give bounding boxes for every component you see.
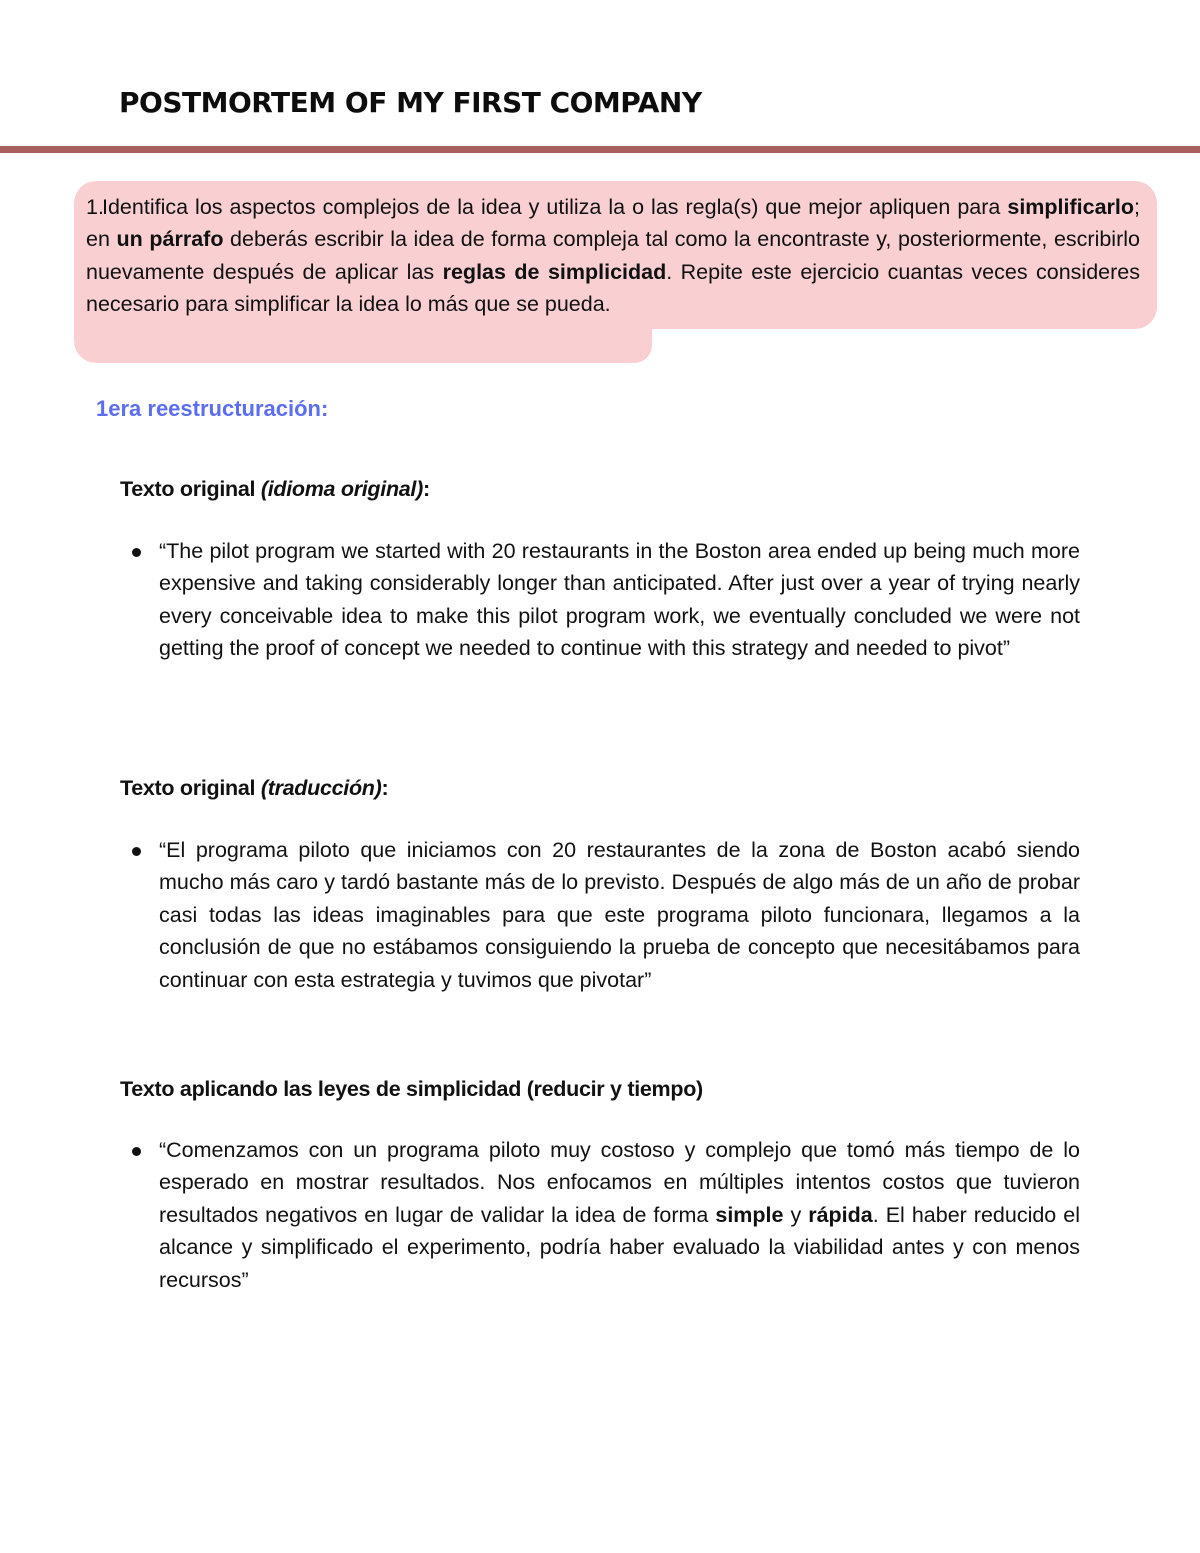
section-title: 1era reestructuración: — [96, 396, 329, 421]
simplified-heading: Texto aplicando las leyes de simplicidad (reducir y tiempo) — [120, 1077, 703, 1101]
simplified-text — [159, 1134, 1080, 1296]
instruction-bold-parrafo: un párrafo — [116, 227, 224, 252]
original-es-text: “El programa piloto que iniciamos con 20 restaurantes de la zona de Boston acabó siendo mucho más caro y tardó bastante más de lo previsto. Después de algo más de un año de probar casi todas las ideas imaginables para que este programa piloto funcionara, llegamos a la conclusión de que no estábamos consiguiendo la prueba de concepto que necesitábamos para continuar con esta estrategia y tuvimos que pivotar” — [159, 838, 1080, 992]
bullet-icon — [132, 847, 141, 856]
bullet-icon — [132, 1147, 141, 1156]
simplified-bold-rapida: rápida — [808, 1202, 873, 1227]
original-es-heading-tail: : — [381, 776, 389, 800]
instruction-text-1: Identifica los aspectos complejos de la idea y utiliza la o las regla(s) que mejor apliquen para — [102, 195, 1008, 219]
original-en-text: “The pilot program we started with 20 restaurants in the Boston area ended up being much more expensive and taking considerably longer than anticipated. After just over a year of trying nearly every conceivable idea to make this pilot program work, we eventually concluded we were not getting the proof of concept we needed to continue with this strategy and needed to pivot” — [159, 539, 1080, 661]
original-en-heading-em: (idioma original) — [260, 477, 423, 501]
instruction-bold-reglas: reglas de simplicidad — [442, 259, 667, 284]
simplified-text-1: “Comenzamos con un programa piloto muy costoso y complejo que tomó más tiempo de lo esperado en mostrar resultados. Nos enfocamos en múltiples intentos costos que tuvieron resultados negativos en lugar de validar la idea de forma — [159, 1138, 1080, 1227]
instruction-number: 1. — [86, 195, 104, 219]
instruction-text-2: ; en — [86, 195, 1140, 252]
simplified-text-2: y — [783, 1202, 809, 1227]
simplified-bold-simple: simple — [715, 1202, 784, 1227]
original-en-heading — [120, 477, 430, 502]
instruction-bold-simplificarlo: simplificarlo — [1007, 195, 1135, 219]
bullet-icon — [132, 548, 141, 557]
original-en-heading-text: Texto original — [120, 477, 261, 501]
original-es-heading — [120, 776, 388, 801]
simplified-text-3: . El haber reducido el alcance y simplificado el experimento, podría haber evaluado la viabilidad antes y con menos recursos” — [159, 1202, 1080, 1292]
instruction-text-4: . Repite este ejercicio cuantas veces consideres necesario para simplificar la idea lo más que se pueda. — [86, 259, 1140, 317]
title-divider — [0, 146, 1200, 153]
original-es-heading-em: (traducción) — [260, 776, 382, 800]
original-en-heading-tail: : — [422, 477, 430, 501]
document-title: POSTMORTEM OF MY FIRST COMPANY — [119, 86, 702, 119]
instruction-paragraph — [86, 191, 1140, 321]
instruction-text-3: deberás escribir la idea de forma compleja tal como la encontraste y, posteriormente, escribirlo nuevamente después de aplicar las — [86, 227, 1140, 284]
original-es-heading-text: Texto original — [120, 776, 261, 800]
